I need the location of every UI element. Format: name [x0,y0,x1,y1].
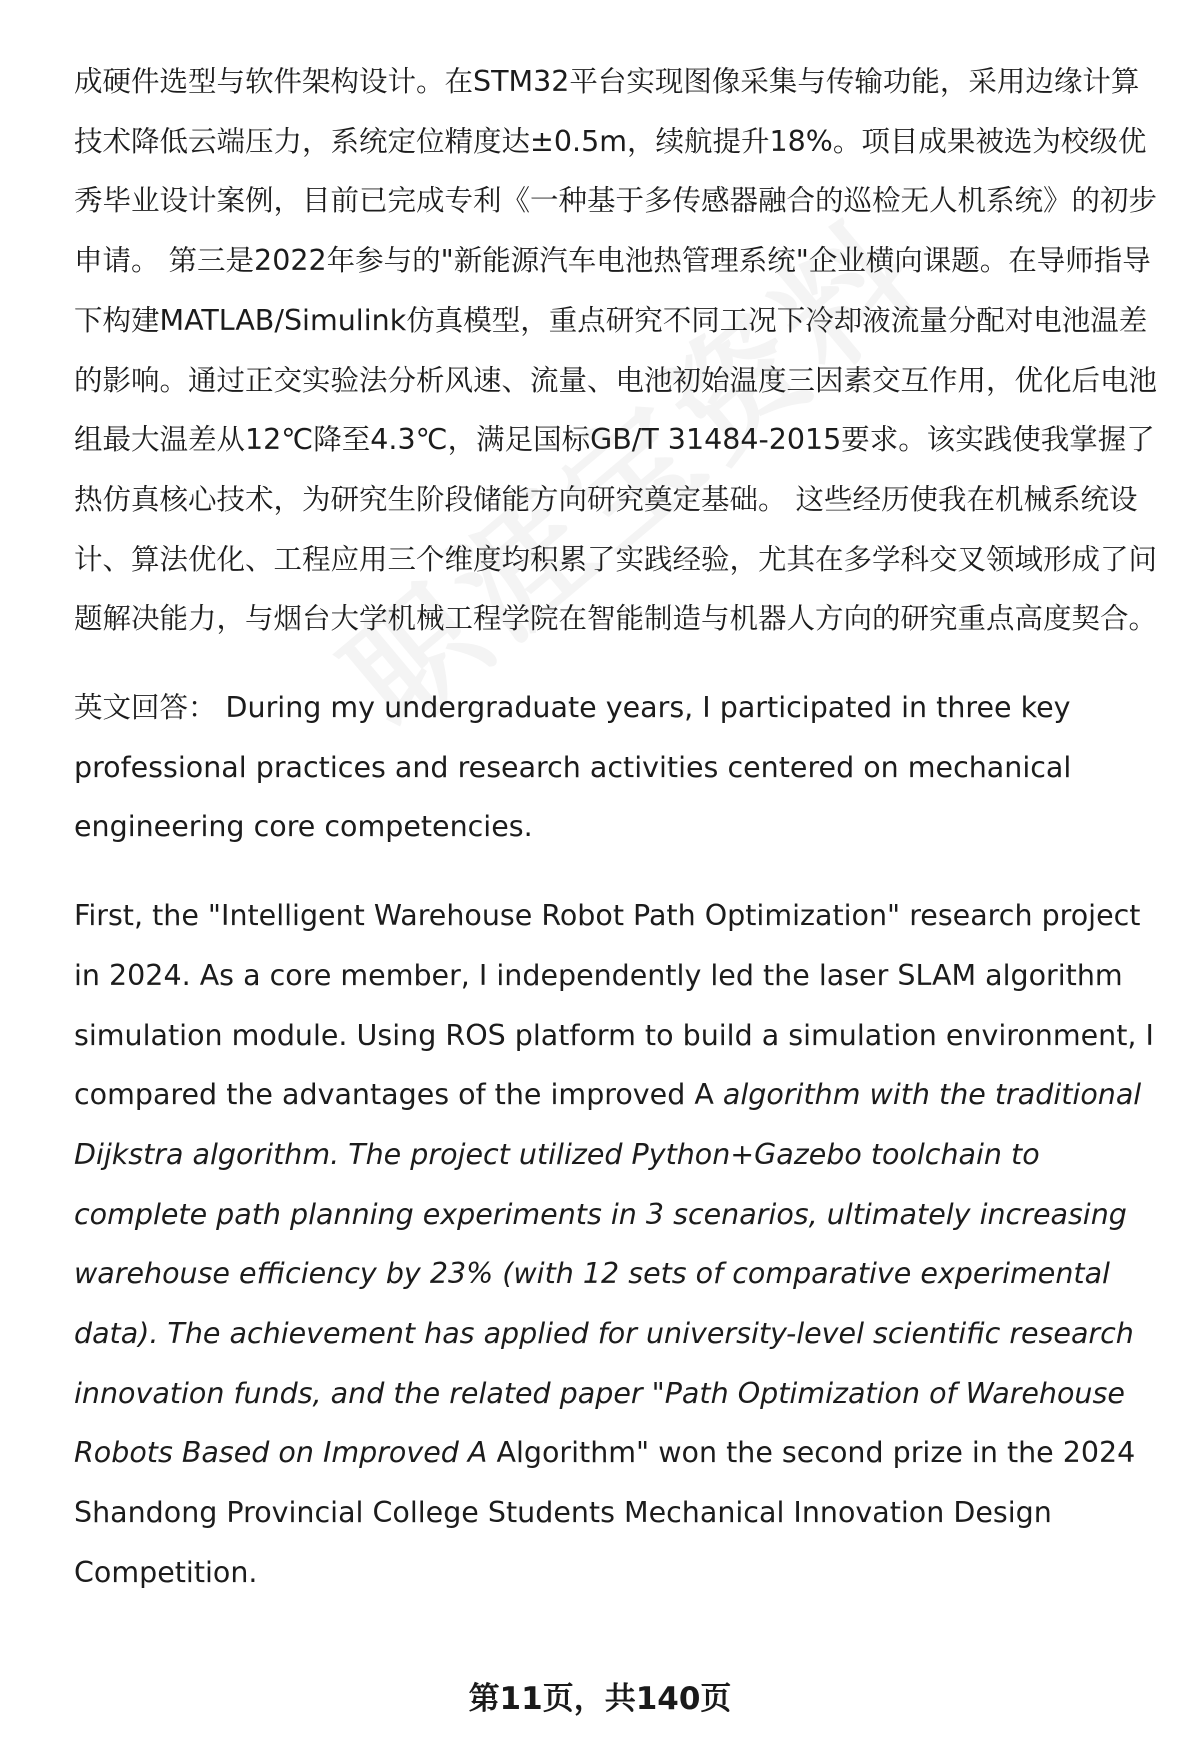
paragraph-english-intro: 英文回答： During my undergraduate years, I participated in three key professional practices and research activities centered on mechanical engineering core competencies. [74,691,1072,844]
document-body [74,52,1164,1603]
paragraph-chinese: 成硬件选型与软件架构设计。在STM32平台实现图像采集与传输功能，采用边缘计算技术降低云端压力，系统定位精度达±0.5m，续航提升18%。项目成果被选为校级优秀毕业设计案例，目前已完成专利《一种基于多传感器融合的巡检无人机系统》的初步申请。 第三是2022年参与的"新能源汽车电池热管理系统"企业横向课题。在导师指导下构建MATLAB/Simulink仿真模型，重点研究不同工况下冷却液流量分配对电池温差的影响。通过正交实验法分析风速、流量、电池初始温度三因素交互作用，优化后电池组最大温差从12℃降至4.3℃，满足国标GB/T 31484-2015要求。该实践使我掌握了热仿真核心技术，为研究生阶段储能方向研究奠定基础。 这些经历使我在机械系统设计、算法优化、工程应用三个维度均积累了实践经验，尤其在多学科交叉领域形成了问题解决能力，与烟台大学机械工程学院在智能制造与机器人方向的研究重点高度契合。 [74,65,1158,636]
page-number-footer: 第11页，共140页 [468,1681,732,1717]
paragraph-first-part1: First, the "Intelligent Warehouse Robot Path Optimization" research project in 2024. As a core member, I independently led the laser SLAM algorithm simulation module. Using ROS platform to build a simulation environment, I compared the advantages of the improved A [74,899,1154,1112]
paragraph-first-italic: algorithm with the traditional Dijkstra algorithm. The project utilized Python+Gazebo toolchain to complete path planning experiments in 3 scenarios, ultimately increasing warehouse efficiency by 23% (with 12 sets of comparative experimental data). The achievement has applied for university-level scientific research innovation funds, and the related paper "Path Optimization of Warehouse Robots Based on Improved A [74,1078,1142,1470]
paragraph-english-first [74,886,1164,1602]
paragraph-first-part3: Algorithm" won the second prize in the 2024 Shandong Provincial College Students Mechanical Innovation Design Competition. [74,1436,1136,1589]
